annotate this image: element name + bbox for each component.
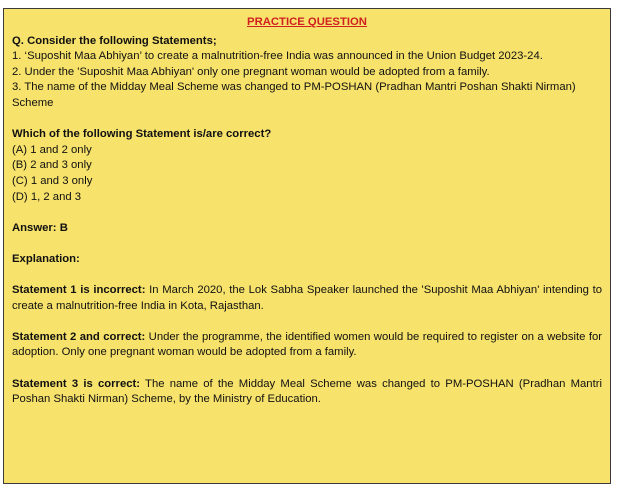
statement-2: 2. Under the 'Suposhit Maa Abhiyan' only one pregnant woman would be adopted from a family. <box>12 65 490 78</box>
explanation-heading: Explanation: <box>12 252 80 265</box>
option-b: (B) 2 and 3 only <box>12 159 92 172</box>
statement-3: 3. The name of the Midday Meal Scheme was changed to PM-POSHAN (Pradhan Mantri Poshan Shakti Nirman) Scheme <box>12 81 576 109</box>
explanation-3-text: The name of the Midday Meal Scheme was changed to PM-POSHAN (Pradhan Mantri Poshan Shakti Nirman) Scheme, by the Ministry of Education. <box>12 377 602 406</box>
explanation-1-text: In March 2020, the Lok Sabha Speaker launched the 'Suposhit Maa Abhiyan' intending to create a malnutrition-free India in Kota, Rajasthan. <box>12 284 603 312</box>
question-prompt: Which of the following Statement is/are correct? <box>12 128 272 141</box>
explanation-3 <box>12 377 602 408</box>
explanation-2-lead: Statement 2 and correct: <box>12 330 146 343</box>
explanation-2-text: Under the programme, the identified women would be required to register on a website for adoption. Only one pregnant woman would be adopted from a family. <box>12 330 602 359</box>
statement-1: 1. ‘Suposhit Maa Abhiyan’ to create a malnutrition-free India was announced in the Union Budget 2023-24. <box>12 50 543 63</box>
spacer <box>12 112 602 128</box>
option-d: (D) 1, 2 and 3 <box>12 190 82 203</box>
explanation-1-lead: Statement 1 is incorrect: <box>12 284 146 297</box>
spacer <box>12 314 602 330</box>
spacer <box>12 205 602 221</box>
spacer <box>12 236 602 252</box>
spacer <box>12 268 602 284</box>
explanation-1 <box>12 283 602 314</box>
explanation-2 <box>12 330 602 361</box>
question-heading: Q. Consider the following Statements; <box>12 34 217 47</box>
spacer <box>12 361 602 377</box>
card-title: PRACTICE QUESTION <box>247 16 367 28</box>
option-a: (A) 1 and 2 only <box>12 143 92 156</box>
option-c: (C) 1 and 3 only <box>12 174 93 187</box>
answer: Answer: B <box>12 221 68 234</box>
practice-question-card <box>3 8 611 484</box>
explanation-3-lead: Statement 3 is correct: <box>12 377 141 390</box>
